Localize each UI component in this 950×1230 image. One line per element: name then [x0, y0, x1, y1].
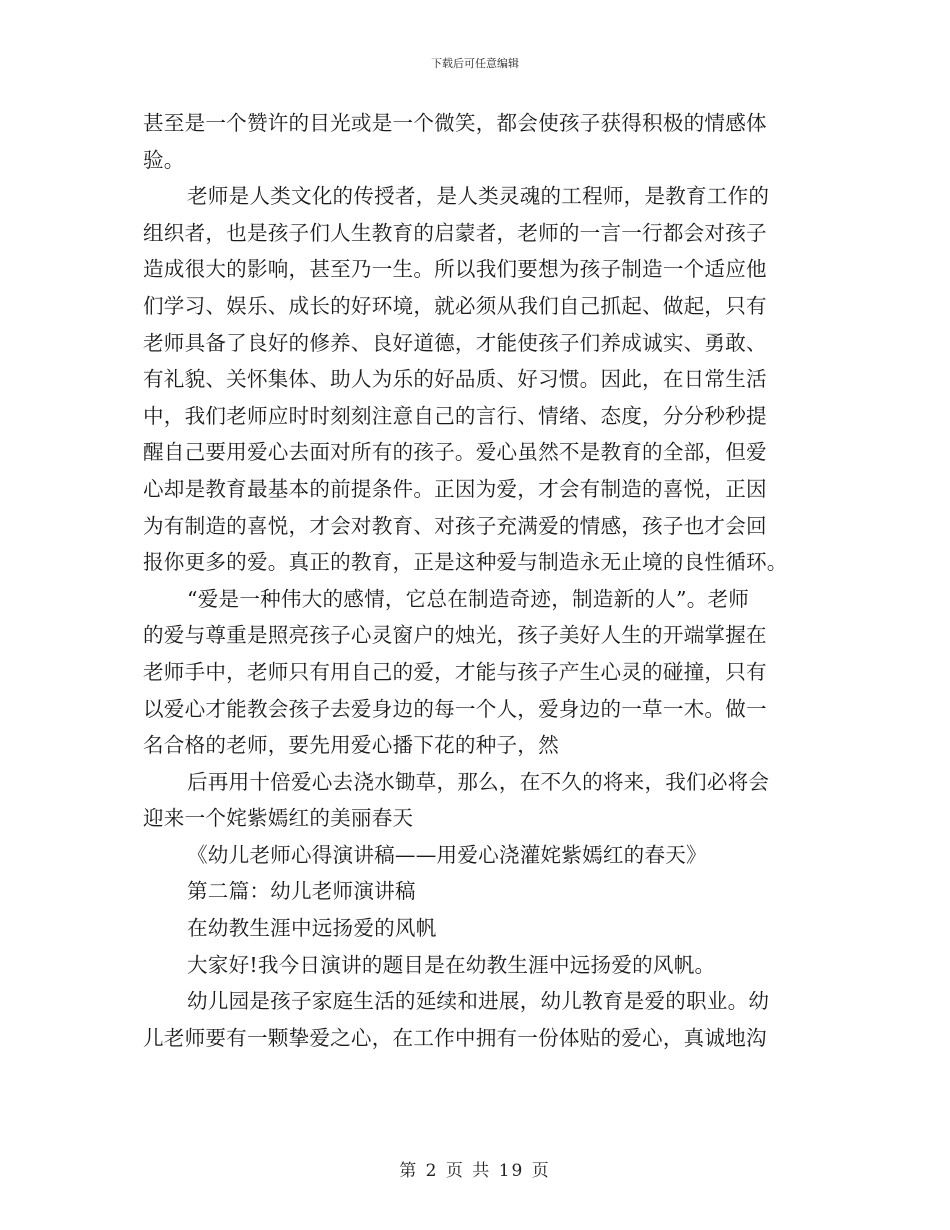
- page-footer: 第 2 页 共 19 页: [399, 1161, 551, 1181]
- text-line: 心却是教育最基本的前提条件。正因为爱，才会有制造的喜悦，正因: [143, 476, 767, 501]
- document-body: [143, 105, 808, 1056]
- text-line: 组织者，也是孩子们人生教育的启蒙者，老师的一言一行都会对孩子: [143, 220, 767, 245]
- text-line: 迎来一个姹紫嫣红的美丽春天: [143, 806, 414, 831]
- text-line: 造成很大的影响，甚至乃一生。所以我们要想为孩子制造一个适应他: [143, 257, 767, 282]
- text-line: 以爱心才能教会孩子去爱身边的每一个人，爱身边的一草一木。做一: [143, 696, 767, 721]
- text-line: 名合格的老师，要先用爱心播下花的种子，然: [143, 733, 559, 758]
- text-line: 为有制造的喜悦，才会对教育、对孩子充满爱的情感，孩子也才会回: [143, 513, 767, 538]
- text-line: 老师手中，老师只有用自己的爱，才能与孩子产生心灵的碰撞，只有: [143, 659, 767, 684]
- text-line: 验。: [143, 147, 185, 172]
- text-line: 大家好!我今日演讲的题目是在幼教生涯中远扬爱的风帆。: [187, 952, 716, 977]
- text-line: 们学习、娱乐、成长的好环境，就必须从我们自己抓起、做起，只有: [143, 293, 767, 318]
- text-line: 儿老师要有一颗挚爱之心，在工作中拥有一份体贴的爱心，真诚地沟: [143, 1025, 767, 1050]
- text-line: 幼儿园是孩子家庭生活的延续和进展，幼儿教育是爱的职业。幼: [187, 989, 770, 1014]
- text-line: 后再用十倍爱心去浇水锄草，那么，在不久的将来，我们必将会: [187, 769, 770, 794]
- text-line: 醒自己要用爱心去面对所有的孩子。爱心虽然不是教育的全部，但爱: [143, 440, 767, 465]
- text-line: 老师是人类文化的传授者，是人类灵魂的工程师，是教育工作的: [187, 184, 770, 209]
- section-heading: 第二篇：幼儿老师演讲稿: [187, 879, 416, 904]
- page-header: 下载后可任意编辑: [431, 57, 519, 70]
- text-line: 报你更多的爱。真正的教育，正是这种爱与制造永无止境的良性循环。: [143, 550, 788, 575]
- text-line: 有礼貌、关怀集体、助人为乐的好品质、好习惯。因此，在日常生活: [143, 367, 767, 392]
- speech-title: 在幼教生涯中远扬爱的风帆: [187, 916, 437, 941]
- text-line: 甚至是一个赞许的目光或是一个微笑，都会使孩子获得积极的情感体: [143, 111, 767, 135]
- text-line: 的爱与尊重是照亮孩子心灵窗户的烛光，孩子美好人生的开端掌握在: [143, 623, 767, 648]
- text-line: 老师具备了良好的修养、良好道德，才能使孩子们养成诚实、勇敢、: [143, 330, 767, 355]
- text-line: “爱是一种伟大的感情，它总在制造奇迹，制造新的人”。老师: [187, 586, 750, 611]
- document-title-line: 《幼儿老师心得演讲稿——用爱心浇灌姹紫嫣红的春天》: [187, 842, 707, 867]
- text-line: 中，我们老师应时时刻刻注意自己的言行、情绪、态度，分分秒秒提: [143, 403, 767, 428]
